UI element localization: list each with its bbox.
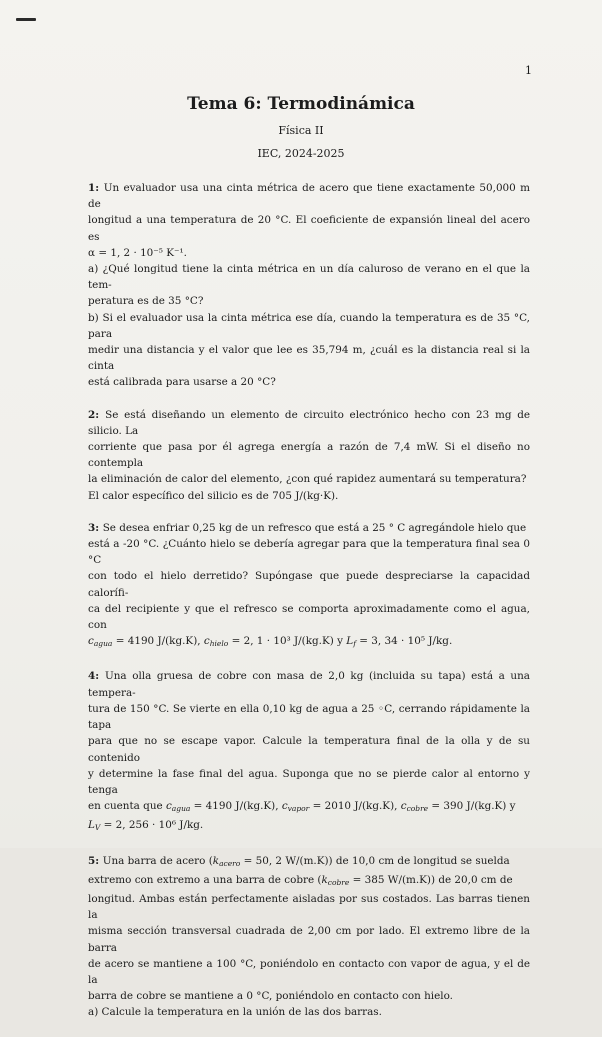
problem-number: 1: — [88, 182, 104, 194]
problem-line: corriente que pasa por él agrega energía a razón de 7,4 mW. Si el diseño no contempla — [88, 441, 530, 470]
problem-line: 1: Un evaluador usa una cinta métrica de acero que tiene exactamente 50,000 m de — [88, 182, 530, 211]
problem-line: con todo el hielo derretido? Supóngase que puede despreciarse la capacidad calorífi- — [88, 570, 530, 599]
problem-line: 2: Se está diseñando un elemento de circuito electrónico hecho con 23 mg de silicio. La — [88, 408, 530, 437]
problem-line: y determine la fase final del agua. Suponga que no se pierde calor al entorno y tenga — [88, 767, 530, 796]
problem-3 — [88, 520, 530, 653]
document-subtitle: Física II — [278, 124, 324, 137]
problem-line: 3: Se desea enfriar 0,25 kg de un refresco que está a 25 ° C agregándole hielo que — [88, 521, 527, 534]
problem-line: $L_V = 2$, 256 · 10⁶ J/kg. — [88, 819, 204, 833]
problem-line: $c_{agua} = 4190$ J/(kg.K), $c_{hielo} = 2$, 1 · 10³ J/(kg.K) y $L_f = 3$, 34 · 10⁵ J/kg. — [88, 635, 453, 649]
problem-line: ca del recipiente y que el refresco se comporta aproximadamente como el agua, con — [88, 602, 530, 632]
problem-1 — [88, 180, 530, 391]
page-number: 1 — [525, 64, 532, 77]
problem-4 — [88, 668, 530, 836]
problem-line: está calibrada para usarse a 20 °C? — [88, 376, 276, 389]
problem-line: de acero se mantiene a 100 °C, poniéndolo en contacto con vapor de agua, y el de la — [88, 957, 530, 986]
document-header — [0, 94, 602, 160]
problem-number: 5: — [88, 854, 103, 867]
problem-line: a) Calcule la temperatura en la unión de las dos barras. — [88, 1006, 382, 1019]
problem-line: la eliminación de calor del elemento, ¿con qué rapidez aumentará su temperatura? — [88, 473, 527, 486]
problem-line: b) Si el evaluador usa la cinta métrica ese día, cuando la temperatura es de 35 °C, para — [88, 311, 530, 340]
problem-number: 4: — [88, 670, 105, 683]
problem-list — [88, 180, 530, 1037]
course-label: IEC, 2024-2025 — [257, 147, 345, 160]
problem-line: peratura es de 35 °C? — [88, 295, 204, 308]
scan-mark — [16, 18, 36, 21]
problem-line: El calor específico del silicio es de 705 J/(kg·K). — [88, 489, 339, 502]
problem-line: medir una distancia y el valor que lee es 35,794 m, ¿cuál es la distancia real si la cinta — [88, 344, 530, 373]
problem-line: en cuenta que $c_{agua} = 4190$ J/(kg.K), $c_{vapor} = 2010$ J/(kg.K), $c_{cobre} = 390$ J/(kg.K) y — [88, 800, 516, 814]
problem-5 — [88, 853, 530, 1021]
problem-line: longitud a una temperatura de 20 °C. El coeficiente de expansión lineal del acero es — [88, 214, 530, 243]
problem-2 — [88, 407, 530, 504]
problem-line: para que no se escape vapor. Calcule la temperatura final de la olla y de su contenido — [88, 735, 530, 764]
document-title: Tema 6: Termodinámica — [187, 94, 415, 114]
problem-line: misma sección transversal cuadrada de 2,00 cm por lado. El extremo libre de la barra — [88, 925, 530, 954]
problem-line: tura de 150 °C. Se vierte en ella 0,10 kg de agua a 25 ◦C, cerrando rápidamente la tapa — [88, 702, 530, 732]
problem-number: 3: — [88, 521, 103, 534]
problem-line: extremo con extremo a una barra de cobre ($k_{cobre} = 385$ W/(m.K)) de 20,0 cm de — [88, 873, 513, 887]
problem-line: está a -20 °C. ¿Cuánto hielo se debería agregar para que la temperatura final sea 0 °C — [88, 538, 530, 567]
problem-line: 4: Una olla gruesa de cobre con masa de 2,0 kg (incluida su tapa) está a una tempera- — [88, 670, 530, 699]
problem-line: α = 1, 2 · 10⁻⁵ K⁻¹. — [88, 246, 187, 259]
problem-line: 5: Una barra de acero ($k_{acero} = 50$, 2 W/(m.K)) de 10,0 cm de longitud se suelda — [88, 854, 510, 868]
problem-line: barra de cobre se mantiene a 0 °C, poniéndolo en contacto con hielo. — [88, 990, 453, 1003]
problem-number: 2: — [88, 408, 106, 421]
problem-line: a) ¿Qué longitud tiene la cinta métrica en un día caluroso de verano en el que la tem- — [88, 263, 530, 292]
problem-line: longitud. Ambas están perfectamente aisladas por sus costados. Las barras tienen la — [88, 892, 530, 922]
